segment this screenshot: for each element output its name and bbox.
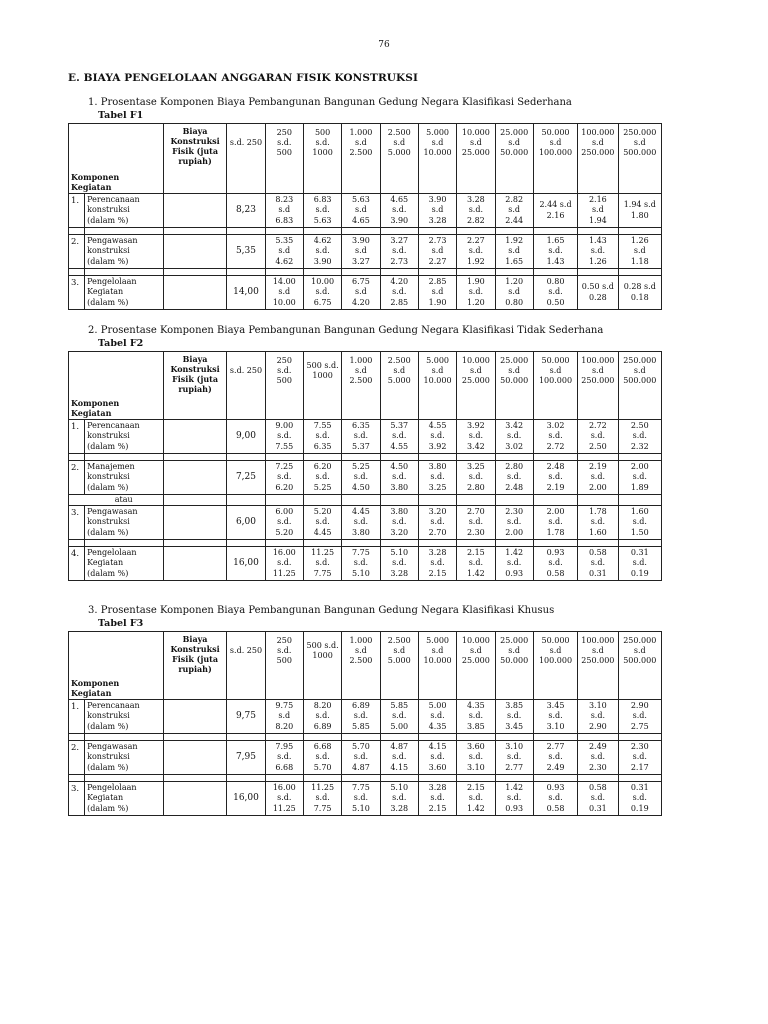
value-cell: 0.93 s.d. 0.58	[533, 547, 577, 581]
value-cell: 2.50 s.d. 2.32	[618, 420, 661, 454]
table-row	[69, 547, 662, 581]
value-cell: 3.20 s.d. 2.70	[418, 506, 456, 540]
value-cell: 5.00 s.d. 4.35	[418, 700, 456, 734]
atau-label: atau	[114, 495, 133, 504]
biaya-cell	[163, 276, 227, 310]
value-cell: 4.62 s.d. 3.90	[303, 235, 341, 269]
value-cell: 2.44 s.d 2.16	[533, 194, 577, 228]
value-cell: 3.25 s.d. 2.80	[457, 461, 495, 495]
komponen-cell: Perencanaan konstruksi (dalam %)	[85, 420, 164, 454]
biaya-cell	[163, 461, 227, 495]
value-cell: 5.10 s.d. 3.28	[380, 547, 418, 581]
value-cell: 6.35 s.d. 5.37	[342, 420, 380, 454]
value-cell: 2.90 s.d. 2.75	[618, 700, 661, 734]
value-cell: 3.28 s.d. 2.15	[418, 782, 456, 816]
range-header: 25.000 s.d 50.000	[495, 632, 533, 700]
row-number: 2.	[69, 235, 85, 269]
value-cell: 7.55 s.d. 6.35	[303, 420, 341, 454]
range-header: 500 s.d. 1000	[303, 352, 341, 420]
table-row	[69, 235, 662, 269]
value-cell: 11.25 s.d. 7.75	[303, 782, 341, 816]
biaya-header: Biaya Konstruksi Fisik (juta rupiah)	[163, 632, 227, 700]
value-cell: 2.16 s.d 1.94	[578, 194, 618, 228]
biaya-cell	[163, 506, 227, 540]
range-header: 500 s.d. 1000	[303, 632, 341, 700]
value-cell: 2.73 s.d 2.27	[418, 235, 456, 269]
komponen-header: Komponen Kegiatan	[69, 124, 164, 194]
value-cell: 16.00 s.d. 11.25	[265, 782, 303, 816]
value-cell: 2.15 s.d. 1.42	[457, 782, 495, 816]
value-cell: 5.25 s.d. 4.50	[342, 461, 380, 495]
value-cell: 8.20 s.d. 6.89	[303, 700, 341, 734]
value-cell: 2.27 s.d. 1.92	[457, 235, 495, 269]
value-cell: 7.75 s.d. 5.10	[342, 782, 380, 816]
value-cell: 4.35 s.d. 3.85	[457, 700, 495, 734]
value-cell: 1.92 s.d 1.65	[495, 235, 533, 269]
range-header: 1.000 s.d 2.500	[342, 124, 380, 194]
value-cell: 2.85 s.d 1.90	[418, 276, 456, 310]
value-cell: 9,00	[227, 420, 265, 454]
value-cell: 16,00	[227, 782, 265, 816]
range-header: 10.000 s.d 25.000	[457, 352, 495, 420]
range-header: 25.000 s.d 50.000	[495, 352, 533, 420]
table-row	[69, 194, 662, 228]
value-cell: 14.00 s.d 10.00	[265, 276, 303, 310]
biaya-cell	[163, 194, 227, 228]
value-cell: 3.28 s.d. 2.82	[457, 194, 495, 228]
range-header: 2.500 s.d 5.000	[380, 632, 418, 700]
row-number: 1.	[69, 700, 85, 734]
komponen-cell: Pengelolaan Kegiatan (dalam %)	[85, 782, 164, 816]
value-cell: 0.50 s.d 0.28	[578, 276, 618, 310]
biaya-cell	[163, 420, 227, 454]
section-heading: E. BIAYA PENGELOLAAN ANGGARAN FISIK KONSTRUKSI	[68, 72, 418, 84]
biaya-header: Biaya Konstruksi Fisik (juta rupiah)	[163, 124, 227, 194]
value-cell: 2.72 s.d. 2.50	[578, 420, 618, 454]
range-header: 100.000 s.d 250.000	[578, 352, 618, 420]
value-cell: 3.80 s.d. 3.20	[380, 506, 418, 540]
range-header: 5.000 s.d 10.000	[418, 352, 456, 420]
range-header: 1.000 s.d 2.500	[342, 632, 380, 700]
komponen-cell: Perencanaan konstruksi (dalam %)	[85, 194, 164, 228]
value-cell: 8,23	[227, 194, 265, 228]
value-cell: 0.58 s.d. 0.31	[578, 547, 618, 581]
value-cell: 1.90 s.d. 1.20	[457, 276, 495, 310]
value-cell: 3.02 s.d. 2.72	[533, 420, 577, 454]
value-cell: 1.60 s.d. 1.50	[618, 506, 661, 540]
komponen-cell: Pengawasan konstruksi (dalam %)	[85, 741, 164, 775]
table-f1-subtitle: 1. Prosentase Komponen Biaya Pembangunan Bangunan Gedung Negara Klasifikasi Sederhana	[88, 97, 572, 108]
value-cell: 5,35	[227, 235, 265, 269]
value-cell: 7.75 s.d. 5.10	[342, 547, 380, 581]
range-header: 100.000 s.d 250.000	[578, 632, 618, 700]
value-cell: 0.93 s.d. 0.58	[533, 782, 577, 816]
value-cell: 3.27 s.d. 2.73	[380, 235, 418, 269]
value-cell: 1.78 s.d. 1.60	[578, 506, 618, 540]
range-header: 250 s.d. 500	[265, 352, 303, 420]
row-number: 3.	[69, 276, 85, 310]
komponen-cell: Manajemen konstruksi (dalam %)	[85, 461, 164, 495]
value-cell: 6,00	[227, 506, 265, 540]
value-cell: 6.00 s.d. 5.20	[265, 506, 303, 540]
value-cell: 9.00 s.d. 7.55	[265, 420, 303, 454]
range-header: 2.500 s.d 5.000	[380, 124, 418, 194]
range-header: 2.500 s.d 5.000	[380, 352, 418, 420]
value-cell: 6.83 s.d. 5.63	[303, 194, 341, 228]
value-cell: 2.80 s.d. 2.48	[495, 461, 533, 495]
value-cell: 2.00 s.d. 1.89	[618, 461, 661, 495]
value-cell: 6.20 s.d. 5.25	[303, 461, 341, 495]
value-cell: 3.90 s.d 3.27	[342, 235, 380, 269]
value-cell: 3.42 s.d. 3.02	[495, 420, 533, 454]
table-row	[69, 700, 662, 734]
value-cell: 1.26 s.d 1.18	[618, 235, 661, 269]
row-number: 4.	[69, 547, 85, 581]
value-cell: 7.95 s.d. 6.68	[265, 741, 303, 775]
range-header: 50.000 s.d 100.000	[533, 632, 577, 700]
range-header: 25.000 s.d 50.000	[495, 124, 533, 194]
value-cell: 8.23 s.d 6.83	[265, 194, 303, 228]
range-header: 5.000 s.d 10.000	[418, 632, 456, 700]
value-cell: 9.75 s.d 8.20	[265, 700, 303, 734]
komponen-cell: Pengelolaan Kegiatan (dalam %)	[85, 547, 164, 581]
value-cell: 2.30 s.d. 2.00	[495, 506, 533, 540]
table-f2-subtitle: 2. Prosentase Komponen Biaya Pembangunan Bangunan Gedung Negara Klasifikasi Tidak Sederhana	[88, 325, 604, 336]
value-cell: 5.20 s.d. 4.45	[303, 506, 341, 540]
range-header: 50.000 s.d 100.000	[533, 352, 577, 420]
value-cell: 3.45 s.d. 3.10	[533, 700, 577, 734]
row-number: 1.	[69, 194, 85, 228]
value-cell: 5.70 s.d. 4.87	[342, 741, 380, 775]
biaya-cell	[163, 741, 227, 775]
value-cell: 0.58 s.d. 0.31	[578, 782, 618, 816]
komponen-header: Komponen Kegiatan	[69, 352, 164, 420]
komponen-cell: Pengawasan konstruksi (dalam %)	[85, 506, 164, 540]
value-cell: 6.68 s.d. 5.70	[303, 741, 341, 775]
page-number: 76	[378, 40, 390, 50]
range-header: 5.000 s.d 10.000	[418, 124, 456, 194]
range-header: 250.000 s.d 500.000	[618, 124, 661, 194]
value-cell: 4.20 s.d. 2.85	[380, 276, 418, 310]
table-row	[69, 461, 662, 495]
value-cell: 3.28 s.d. 2.15	[418, 547, 456, 581]
value-cell: 5.35 s.d 4.62	[265, 235, 303, 269]
value-cell: 0.31 s.d. 0.19	[618, 547, 661, 581]
value-cell: 6.75 s.d 4.20	[342, 276, 380, 310]
value-cell: 1.43 s.d. 1.26	[578, 235, 618, 269]
range-header: 1.000 s.d 2.500	[342, 352, 380, 420]
komponen-cell: Pengawasan konstruksi (dalam %)	[85, 235, 164, 269]
value-cell: 4.45 s.d. 3.80	[342, 506, 380, 540]
value-cell: 0.31 s.d. 0.19	[618, 782, 661, 816]
value-cell: 7.25 s.d. 6.20	[265, 461, 303, 495]
range-header: s.d. 250	[227, 352, 265, 420]
table-row	[69, 506, 662, 540]
value-cell: 16.00 s.d. 11.25	[265, 547, 303, 581]
value-cell: 2.82 s.d 2.44	[495, 194, 533, 228]
row-number: 3.	[69, 782, 85, 816]
table-f3-subtitle: 3. Prosentase Komponen Biaya Pembangunan Bangunan Gedung Negara Klasifikasi Khusus	[88, 605, 555, 616]
table-f3-label: Tabel F3	[98, 618, 144, 629]
value-cell: 7,95	[227, 741, 265, 775]
value-cell: 1.65 s.d. 1.43	[533, 235, 577, 269]
value-cell: 3.60 s.d. 3.10	[457, 741, 495, 775]
range-header: 250.000 s.d 500.000	[618, 352, 661, 420]
range-header: 10.000 s.d 25.000	[457, 632, 495, 700]
value-cell: 2.48 s.d. 2.19	[533, 461, 577, 495]
value-cell: 1.42 s.d. 0.93	[495, 547, 533, 581]
value-cell: 5.10 s.d. 3.28	[380, 782, 418, 816]
value-cell: 0.28 s.d 0.18	[618, 276, 661, 310]
value-cell: 4.55 s.d. 3.92	[418, 420, 456, 454]
biaya-cell	[163, 782, 227, 816]
table-f3	[68, 631, 662, 816]
table-row	[69, 276, 662, 310]
value-cell: 2.00 s.d. 1.78	[533, 506, 577, 540]
value-cell: 2.19 s.d. 2.00	[578, 461, 618, 495]
range-header: 500 s.d. 1000	[303, 124, 341, 194]
table-f1-label: Tabel F1	[98, 110, 144, 121]
value-cell: 2.30 s.d. 2.17	[618, 741, 661, 775]
range-header: s.d. 250	[227, 632, 265, 700]
value-cell: 11.25 s.d. 7.75	[303, 547, 341, 581]
table-f2-label: Tabel F2	[98, 338, 144, 349]
value-cell: 4.65 s.d. 3.90	[380, 194, 418, 228]
value-cell: 7,25	[227, 461, 265, 495]
value-cell: 2.49 s.d. 2.30	[578, 741, 618, 775]
biaya-cell	[163, 235, 227, 269]
value-cell: 9,75	[227, 700, 265, 734]
range-header: 250 s.d. 500	[265, 124, 303, 194]
value-cell: 3.10 s.d. 2.77	[495, 741, 533, 775]
table-f2	[68, 351, 662, 581]
value-cell: 5.63 s.d 4.65	[342, 194, 380, 228]
komponen-header: Komponen Kegiatan	[69, 632, 164, 700]
komponen-cell: Pengelolaan Kegiatan (dalam %)	[85, 276, 164, 310]
value-cell: 2.15 s.d. 1.42	[457, 547, 495, 581]
range-header: 250 s.d. 500	[265, 632, 303, 700]
row-number: 1.	[69, 420, 85, 454]
value-cell: 10.00 s.d. 6.75	[303, 276, 341, 310]
value-cell: 5.85 s.d. 5.00	[380, 700, 418, 734]
value-cell: 6.89 s.d. 5.85	[342, 700, 380, 734]
value-cell: 3.90 s.d 3.28	[418, 194, 456, 228]
value-cell: 1.20 s.d 0.80	[495, 276, 533, 310]
value-cell: 1.42 s.d. 0.93	[495, 782, 533, 816]
row-number: 2.	[69, 741, 85, 775]
range-header: 250.000 s.d 500.000	[618, 632, 661, 700]
value-cell: 14,00	[227, 276, 265, 310]
table-row	[69, 782, 662, 816]
value-cell: 3.92 s.d. 3.42	[457, 420, 495, 454]
table-row	[69, 741, 662, 775]
range-header: s.d. 250	[227, 124, 265, 194]
value-cell: 5.37 s.d. 4.55	[380, 420, 418, 454]
row-number: 3.	[69, 506, 85, 540]
biaya-cell	[163, 700, 227, 734]
table-f1	[68, 123, 662, 310]
range-header: 10.000 s.d 25.000	[457, 124, 495, 194]
value-cell: 4.50 s.d. 3.80	[380, 461, 418, 495]
value-cell: 1.94 s.d 1.80	[618, 194, 661, 228]
value-cell: 16,00	[227, 547, 265, 581]
value-cell: 3.10 s.d. 2.90	[578, 700, 618, 734]
range-header: 50.000 s.d 100.000	[533, 124, 577, 194]
biaya-header: Biaya Konstruksi Fisik (juta rupiah)	[163, 352, 227, 420]
biaya-cell	[163, 547, 227, 581]
value-cell: 3.80 s.d. 3.25	[418, 461, 456, 495]
row-number: 2.	[69, 461, 85, 495]
value-cell: 4.15 s.d. 3.60	[418, 741, 456, 775]
value-cell: 2.70 s.d. 2.30	[457, 506, 495, 540]
value-cell: 0.80 s.d. 0.50	[533, 276, 577, 310]
table-row	[69, 420, 662, 454]
value-cell: 4.87 s.d. 4.15	[380, 741, 418, 775]
range-header: 100.000 s.d 250.000	[578, 124, 618, 194]
komponen-cell: Perencanaan konstruksi (dalam %)	[85, 700, 164, 734]
value-cell: 2.77 s.d. 2.49	[533, 741, 577, 775]
value-cell: 3.85 s.d. 3.45	[495, 700, 533, 734]
